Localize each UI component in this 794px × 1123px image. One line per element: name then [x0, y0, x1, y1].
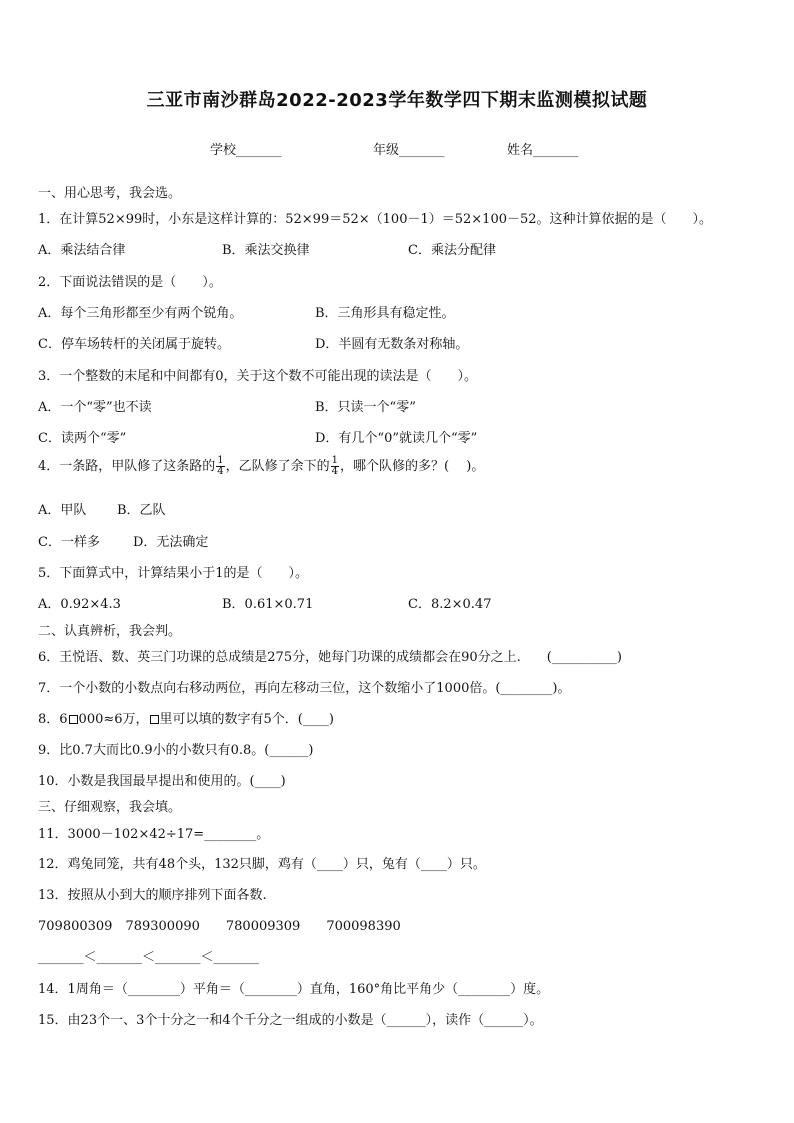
- q3-option-c: C．读两个“零”: [38, 431, 127, 446]
- q13-order-blanks: _______＜_______＜_______＜_______: [38, 950, 260, 965]
- school-field: 学校_______: [210, 143, 282, 158]
- q8-text-part2: 000≈6万，: [78, 712, 149, 727]
- question-9: 9．比0.7大而比0.9小的小数只有0.8。(______): [38, 743, 314, 758]
- q4-option-b: B．乙队: [117, 503, 166, 518]
- question-15: 15．由23个一、3个十分之一和4个千分之一组成的小数是（______），读作（______）。: [38, 1013, 543, 1028]
- section-heading-3: 三、仔细观察，我会填。: [38, 800, 182, 815]
- name-field: 姓名_______: [507, 143, 579, 158]
- question-12: 12．鸡兔同笼，共有48个头，132只脚，鸡有（____）只，兔有（____）只。: [38, 857, 486, 872]
- question-4: [38, 455, 484, 477]
- q1-option-c: C．乘法分配律: [408, 243, 496, 258]
- q5-option-a: A．0.92×4.3: [38, 597, 121, 612]
- q2-option-c: C．停车场转杆的关闭属于旋转。: [38, 337, 230, 352]
- q5-option-c: C．8.2×0.47: [408, 597, 492, 612]
- q4-option-c: C．一样多: [38, 535, 100, 550]
- question-13: 13．按照从小到大的顺序排列下面各数.: [38, 888, 267, 903]
- q8-text-part3: 里可以填的数字有5个．(____): [159, 712, 334, 727]
- q5-option-b: B．0.61×0.71: [222, 597, 314, 612]
- q4-option-a: A．甲队: [38, 503, 87, 518]
- question-8: [38, 708, 334, 727]
- q1-option-b: B．乘法交换律: [222, 243, 310, 258]
- question-2: 2．下面说法错误的是（ ）。: [38, 275, 222, 290]
- blank-square-icon: [150, 715, 159, 724]
- question-7: 7．一个小数的小数点向右移动两位，再向左移动三位，这个数缩小了1000倍。(________)。: [38, 681, 571, 696]
- q2-option-b: B．三角形具有稳定性。: [315, 306, 455, 321]
- fraction-one-quarter: [216, 456, 224, 477]
- q4-text-part2: ，乙队修了余下的: [225, 459, 330, 474]
- q1-option-a: A．乘法结合律: [38, 243, 126, 258]
- fraction-numerator: 1: [331, 455, 339, 466]
- q4-text-part3: ，哪个队修的多？( )。: [340, 459, 485, 474]
- q13-numbers: 709800309 789300090 780009309 700098390: [38, 919, 401, 934]
- q2-option-a: A．每个三角形都至少有两个锐角。: [38, 306, 243, 321]
- q3-option-b: B．只读一个“零”: [315, 400, 416, 415]
- q3-option-a: A．一个“零”也不读: [38, 400, 152, 415]
- question-6: 6．王悦语、数、英三门功课的总成绩是275分，她每门功课的成绩都会在90分之上. (__________): [38, 650, 622, 665]
- fraction-denominator: 4: [331, 466, 339, 477]
- blank-square-icon: [69, 715, 78, 724]
- fraction-one-quarter: [331, 456, 339, 477]
- page-title: 三亚市南沙群岛2022-2023学年数学四下期末监测模拟试题: [146, 90, 648, 111]
- question-10: 10．小数是我国最早提出和使用的。(____): [38, 774, 286, 789]
- q2-option-d: D．半圆有无数条对称轴。: [315, 337, 469, 352]
- question-14: 14．1周角＝（________）平角＝（________）直角，160°角比平角少（________）度。: [38, 982, 550, 997]
- question-5: 5．下面算式中，计算结果小于1的是（ ）。: [38, 566, 309, 581]
- q3-option-d: D．有几个“0”就读几个“零”: [315, 431, 478, 446]
- section-heading-2: 二、认真辨析，我会判。: [38, 624, 182, 639]
- q8-text-part1: 8．6: [38, 712, 68, 727]
- q4-text-part1: 4．一条路，甲队修了这条路的: [38, 459, 216, 474]
- question-3: 3．一个整数的末尾和中间都有0，关于这个数不可能出现的读法是（ ）。: [38, 369, 478, 384]
- question-11: 11．3000－102×42÷17=________。: [38, 827, 270, 842]
- q4-option-d: D．无法确定: [133, 535, 209, 550]
- fraction-numerator: 1: [217, 455, 224, 466]
- section-heading-1: 一、用心思考，我会选。: [38, 186, 182, 201]
- grade-field: 年级_______: [373, 143, 445, 158]
- fraction-denominator: 4: [217, 466, 224, 477]
- question-1: 1．在计算52×99时，小东是这样计算的：52×99＝52×（100－1）＝52×100－52。这种计算依据的是（ ）。: [38, 212, 713, 227]
